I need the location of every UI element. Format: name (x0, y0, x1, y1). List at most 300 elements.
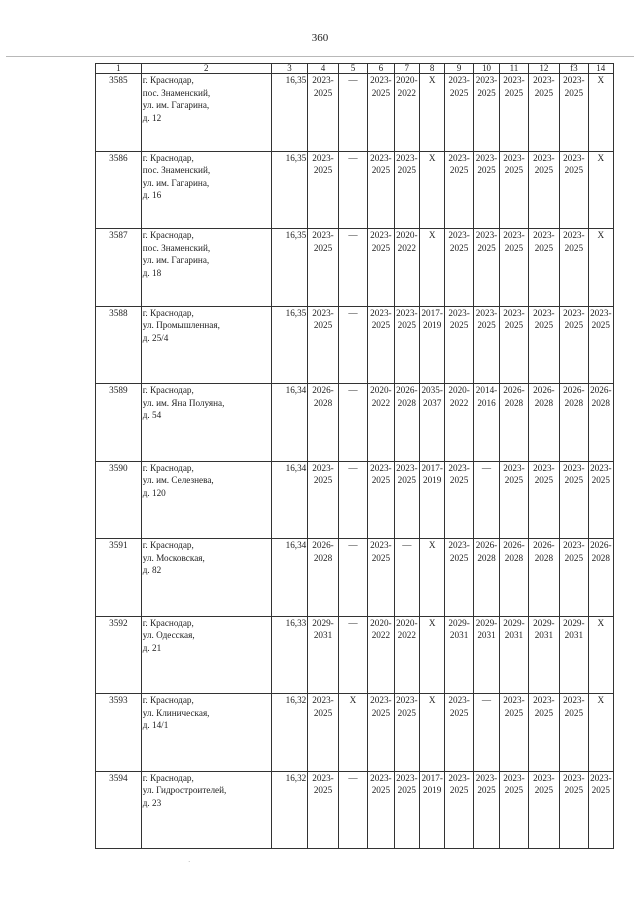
period-cell (338, 229, 367, 307)
address-line: д. 54 (142, 410, 162, 420)
cell-line: Х (428, 540, 436, 550)
cell-line: — (348, 617, 358, 628)
cell-line: 2022 (397, 87, 416, 98)
cell-line: 2025 (504, 785, 524, 795)
cell-line: 2025 (564, 552, 584, 563)
cell-line: 2023- (370, 695, 392, 705)
area-cell: 16,35 (271, 229, 308, 307)
cell-line: 2026- (312, 540, 334, 550)
cell-line: 2023- (475, 772, 498, 783)
cell-line: 2025 (313, 165, 333, 175)
period-cell (338, 616, 367, 694)
cell-line: 2029- (563, 617, 585, 628)
cell-line: 2025 (564, 87, 584, 98)
cell-line: 2031 (534, 630, 554, 640)
period-cell (500, 539, 528, 617)
column-header: 3 (271, 64, 308, 74)
cell-line: 2025 (477, 785, 496, 795)
cell-line: 2023- (563, 462, 585, 473)
cell-line: 2025 (504, 165, 524, 175)
address-cell (141, 151, 271, 229)
period-cell (500, 461, 528, 539)
cell-line: 2025 (371, 707, 391, 718)
cell-line: 2031 (504, 630, 524, 640)
area-cell: 16,34 (271, 384, 308, 462)
cell-line: 2014- (475, 385, 498, 395)
address-cell (141, 616, 271, 694)
period-cell (338, 384, 367, 462)
table-body (96, 74, 614, 849)
address-cell (141, 539, 271, 617)
cell-line: 2023- (370, 75, 392, 85)
address-line: г. Краснодар, (142, 772, 194, 783)
table-row (96, 74, 614, 152)
cell-line: 2028 (313, 552, 333, 563)
cell-line: 2029- (533, 617, 555, 628)
period-cell (473, 771, 499, 849)
cell-line: 2025 (449, 320, 469, 330)
period-cell (560, 384, 588, 462)
table-row (96, 229, 614, 307)
column-header: 12 (528, 64, 559, 74)
cell-line: 2025 (449, 165, 469, 175)
cell-line: 2029- (475, 617, 498, 628)
column-header: 2 (141, 64, 271, 74)
cell-line: 2028 (504, 552, 524, 563)
row-number: 3589 (96, 384, 142, 462)
period-cell (588, 616, 613, 694)
period-cell (560, 229, 588, 307)
cell-line: 2025 (534, 320, 554, 330)
period-cell (394, 771, 419, 849)
period-cell (588, 151, 613, 229)
period-cell (368, 539, 394, 617)
period-cell (473, 306, 499, 384)
cell-line: 2023- (503, 307, 525, 318)
column-header: f3 (560, 64, 588, 74)
cell-line: 2016 (477, 397, 496, 408)
period-cell (500, 74, 528, 152)
cell-line: 2025 (313, 320, 333, 330)
address-line: г. Краснодар, (142, 307, 194, 318)
cell-line: 2023- (448, 462, 470, 473)
cell-line: 2025 (313, 707, 333, 718)
cell-line: 2020- (396, 230, 418, 240)
cell-line: 2017- (421, 307, 443, 318)
column-header: 5 (338, 64, 367, 74)
cell-line: 2025 (564, 475, 584, 485)
address-cell (141, 306, 271, 384)
cell-line: 2019 (422, 475, 442, 485)
cell-line: 2023- (503, 772, 525, 783)
cell-line: 2025 (397, 320, 416, 330)
period-cell (445, 306, 473, 384)
period-cell (500, 306, 528, 384)
cell-line: Х (597, 230, 605, 240)
period-cell (473, 539, 499, 617)
period-cell (368, 151, 394, 229)
cell-line: 2023- (370, 307, 392, 318)
cell-line: 2025 (564, 707, 584, 718)
period-cell (368, 616, 394, 694)
cell-line: Х (597, 152, 605, 163)
cell-line: 2025 (449, 707, 469, 718)
period-cell (500, 616, 528, 694)
cell-line: 2029- (448, 617, 470, 628)
row-number: 3591 (96, 539, 142, 617)
cell-line: 2020- (370, 385, 392, 395)
cell-line: 2022 (397, 242, 416, 253)
cell-line: 2023- (475, 152, 498, 163)
cell-line: 2025 (534, 707, 554, 718)
cell-line: 2020- (370, 617, 392, 628)
address-cell (141, 384, 271, 462)
address-line: д. 82 (142, 565, 162, 575)
cell-line: — (348, 385, 358, 395)
cell-line: 2022 (397, 630, 416, 640)
area-cell: 16,33 (271, 616, 308, 694)
cell-line: 2023- (533, 462, 555, 473)
period-cell (308, 539, 338, 617)
column-header: 9 (445, 64, 473, 74)
cell-line: 2028 (534, 397, 554, 408)
column-header: 4 (308, 64, 338, 74)
table-row (96, 306, 614, 384)
period-cell (588, 461, 613, 539)
period-cell (368, 461, 394, 539)
cell-line: Х (428, 152, 436, 163)
cell-line: 2026- (533, 385, 555, 395)
period-cell (394, 151, 419, 229)
cell-line: 2025 (564, 242, 584, 253)
cell-line: 2023- (563, 230, 585, 240)
period-cell (419, 229, 444, 307)
cell-line: — (481, 462, 492, 473)
cell-line: 2031 (564, 630, 584, 640)
cell-line: Х (428, 75, 436, 85)
address-line: ул. Гидростроителей, (142, 785, 227, 795)
period-cell (500, 151, 528, 229)
period-cell (528, 616, 559, 694)
period-cell (528, 384, 559, 462)
page-number: 360 (311, 32, 329, 44)
period-cell (445, 771, 473, 849)
cell-line: 2023- (563, 75, 585, 85)
period-cell (338, 151, 367, 229)
period-cell (528, 151, 559, 229)
cell-line: 2019 (422, 785, 442, 795)
column-header: 10 (473, 64, 499, 74)
address-line: д. 14/1 (142, 720, 169, 730)
cell-line: 2025 (449, 475, 469, 485)
address-cell (141, 694, 271, 772)
cell-line: 2028 (564, 397, 584, 408)
cell-line: 2023- (396, 772, 418, 783)
cell-line: 2023- (312, 230, 334, 240)
cell-line: — (402, 540, 412, 550)
cell-line: 2025 (313, 87, 333, 98)
period-cell (308, 771, 338, 849)
cell-line: 2023- (312, 152, 334, 163)
cell-line: 2023- (503, 152, 525, 163)
cell-line: 2025 (397, 475, 416, 485)
cell-line: 2026- (503, 540, 525, 550)
period-cell (528, 306, 559, 384)
cell-line: — (348, 772, 358, 783)
period-cell (419, 694, 444, 772)
cell-line: 2023- (533, 75, 555, 85)
cell-line: 2026- (475, 540, 498, 550)
table-row (96, 771, 614, 849)
row-number: 3593 (96, 694, 142, 772)
period-cell (308, 461, 338, 539)
period-cell (308, 306, 338, 384)
address-line: пос. Знаменский, (142, 165, 211, 175)
cell-line: 2023- (475, 230, 498, 240)
area-cell: 16,32 (271, 694, 308, 772)
cell-line: 2031 (313, 630, 333, 640)
cell-line: 2023- (448, 75, 470, 85)
address-line: д. 23 (142, 797, 162, 808)
cell-line: 2029- (503, 617, 525, 628)
cell-line: 2017- (421, 462, 443, 473)
table-row (96, 461, 614, 539)
table-row (96, 694, 614, 772)
cell-line: 2020- (448, 385, 470, 395)
period-cell (473, 229, 499, 307)
period-cell (338, 461, 367, 539)
period-cell (394, 229, 419, 307)
row-number: 3587 (96, 229, 142, 307)
period-cell (445, 694, 473, 772)
cell-line: 2025 (534, 785, 554, 795)
cell-line: — (348, 540, 358, 550)
cell-line: 2025 (534, 87, 554, 98)
cell-line: 2023- (533, 772, 555, 783)
cell-line: 2025 (504, 475, 524, 485)
column-header: 7 (394, 64, 419, 74)
period-cell (368, 306, 394, 384)
period-cell (560, 771, 588, 849)
period-cell (588, 306, 613, 384)
period-cell (338, 771, 367, 849)
cell-line: 2025 (397, 165, 416, 175)
period-cell (308, 229, 338, 307)
column-header: 11 (500, 64, 528, 74)
period-cell (445, 616, 473, 694)
period-cell (560, 74, 588, 152)
address-line: г. Краснодар, (142, 385, 194, 395)
cell-line: 2035- (421, 385, 443, 395)
period-cell (338, 694, 367, 772)
address-line: г. Краснодар, (142, 230, 194, 240)
address-line: ул. им. Гагарина, (142, 177, 210, 188)
column-header: 8 (419, 64, 444, 74)
cell-line: Х (428, 230, 436, 240)
cell-line: 2025 (477, 242, 496, 253)
cell-line: — (348, 462, 358, 473)
cell-line: 2023- (370, 462, 392, 473)
period-cell (588, 539, 613, 617)
table-header-row (96, 64, 614, 74)
cell-line: 2026- (533, 540, 555, 550)
period-cell (588, 694, 613, 772)
cell-line: 2028 (534, 552, 554, 563)
period-cell (560, 539, 588, 617)
period-cell (445, 384, 473, 462)
cell-line: 2023- (370, 152, 392, 163)
period-cell (588, 771, 613, 849)
cell-line: 2023- (370, 540, 392, 550)
address-line: г. Краснодар, (142, 695, 194, 705)
cell-line: 2037 (422, 397, 442, 408)
cell-line: Х (428, 695, 436, 705)
address-line: д. 18 (142, 267, 162, 278)
address-line: г. Краснодар, (142, 152, 194, 163)
cell-line: 2025 (313, 242, 333, 253)
cell-line: 2025 (591, 785, 610, 795)
address-cell (141, 229, 271, 307)
area-cell: 16,34 (271, 539, 308, 617)
cell-line: — (348, 307, 358, 318)
period-cell (588, 74, 613, 152)
cell-line: 2023- (503, 695, 525, 705)
cell-line: 2023- (563, 152, 585, 163)
period-cell (308, 151, 338, 229)
period-cell (500, 771, 528, 849)
cell-line: 2023- (533, 230, 555, 240)
period-cell (308, 694, 338, 772)
cell-line: 2025 (371, 552, 391, 563)
cell-line: 2028 (504, 397, 524, 408)
period-cell (394, 306, 419, 384)
address-line: г. Краснодар, (142, 540, 194, 550)
row-number: 3592 (96, 616, 142, 694)
column-header: 1 (96, 64, 142, 74)
period-cell (419, 151, 444, 229)
cell-line: 2023- (312, 307, 334, 318)
cell-line: 2023- (448, 230, 470, 240)
cell-line: 2023- (503, 462, 525, 473)
address-line: г. Краснодар, (142, 462, 194, 473)
cell-line: 2025 (564, 165, 584, 175)
cell-line: 2026- (503, 385, 525, 395)
scan-speck: · (188, 858, 191, 866)
cell-line: 2028 (313, 397, 333, 408)
period-cell (394, 539, 419, 617)
cell-line: 2025 (564, 320, 584, 330)
period-cell (394, 694, 419, 772)
cell-line: — (481, 695, 492, 705)
period-cell (528, 229, 559, 307)
cell-line: — (348, 152, 358, 163)
period-cell (419, 306, 444, 384)
cell-line: 2025 (313, 785, 333, 795)
period-cell (445, 229, 473, 307)
cell-line: 2017- (421, 772, 443, 783)
period-cell (528, 539, 559, 617)
cell-line: 2028 (397, 397, 416, 408)
cell-line: 2019 (422, 320, 442, 330)
period-cell (500, 229, 528, 307)
address-line: д. 120 (142, 487, 166, 498)
period-cell (368, 384, 394, 462)
row-number: 3594 (96, 771, 142, 849)
period-cell (528, 74, 559, 152)
period-cell (394, 616, 419, 694)
address-line: ул. им. Гагарина, (142, 100, 210, 110)
cell-line: 2025 (371, 785, 391, 795)
period-cell (308, 74, 338, 152)
cell-line: 2022 (449, 397, 469, 408)
period-cell (588, 384, 613, 462)
period-cell (473, 694, 499, 772)
period-cell (560, 616, 588, 694)
cell-line: — (348, 230, 358, 240)
cell-line: 2023- (533, 152, 555, 163)
cell-line: 2031 (449, 630, 469, 640)
period-cell (368, 74, 394, 152)
area-cell: 16,32 (271, 771, 308, 849)
period-cell (338, 306, 367, 384)
row-number: 3585 (96, 74, 142, 152)
period-cell (308, 616, 338, 694)
cell-line: 2025 (477, 165, 496, 175)
cell-line: 2023- (475, 75, 498, 85)
cell-line: 2025 (534, 242, 554, 253)
cell-line: 2023- (448, 307, 470, 318)
cell-line: 2025 (504, 87, 524, 98)
cell-line: 2023- (503, 230, 525, 240)
cell-line: 2025 (397, 707, 416, 718)
cell-line: 2025 (371, 242, 391, 253)
cell-line: 2020- (396, 617, 418, 628)
address-line: д. 12 (142, 112, 162, 123)
cell-line: 2028 (477, 552, 496, 563)
period-cell (473, 384, 499, 462)
cell-line: 2022 (371, 397, 391, 408)
cell-line: 2025 (591, 475, 610, 485)
cell-line: 2028 (591, 397, 610, 408)
address-cell (141, 771, 271, 849)
cell-line: 2023- (312, 75, 334, 85)
cell-line: 2023- (448, 540, 470, 550)
area-cell: 16,35 (271, 151, 308, 229)
period-cell (528, 771, 559, 849)
period-cell (588, 229, 613, 307)
period-cell (528, 694, 559, 772)
table-row (96, 539, 614, 617)
cell-line: 2025 (477, 87, 496, 98)
period-cell (445, 539, 473, 617)
cell-line: — (348, 75, 358, 85)
cell-line: 2025 (591, 320, 610, 330)
cell-line: 2026- (312, 385, 334, 395)
area-cell: 16,35 (271, 74, 308, 152)
cell-line: 2023- (533, 307, 555, 318)
cell-line: 2023- (533, 695, 555, 705)
area-cell: 16,35 (271, 306, 308, 384)
address-line: д. 25/4 (142, 332, 169, 343)
cell-line: 2023- (563, 695, 585, 705)
cell-line: 2025 (504, 242, 524, 253)
address-line: г. Краснодар, (142, 75, 194, 85)
table-row (96, 384, 614, 462)
period-cell (419, 616, 444, 694)
cell-line: 2025 (534, 475, 554, 485)
registry-table (95, 63, 614, 849)
cell-line: 2023- (370, 230, 392, 240)
